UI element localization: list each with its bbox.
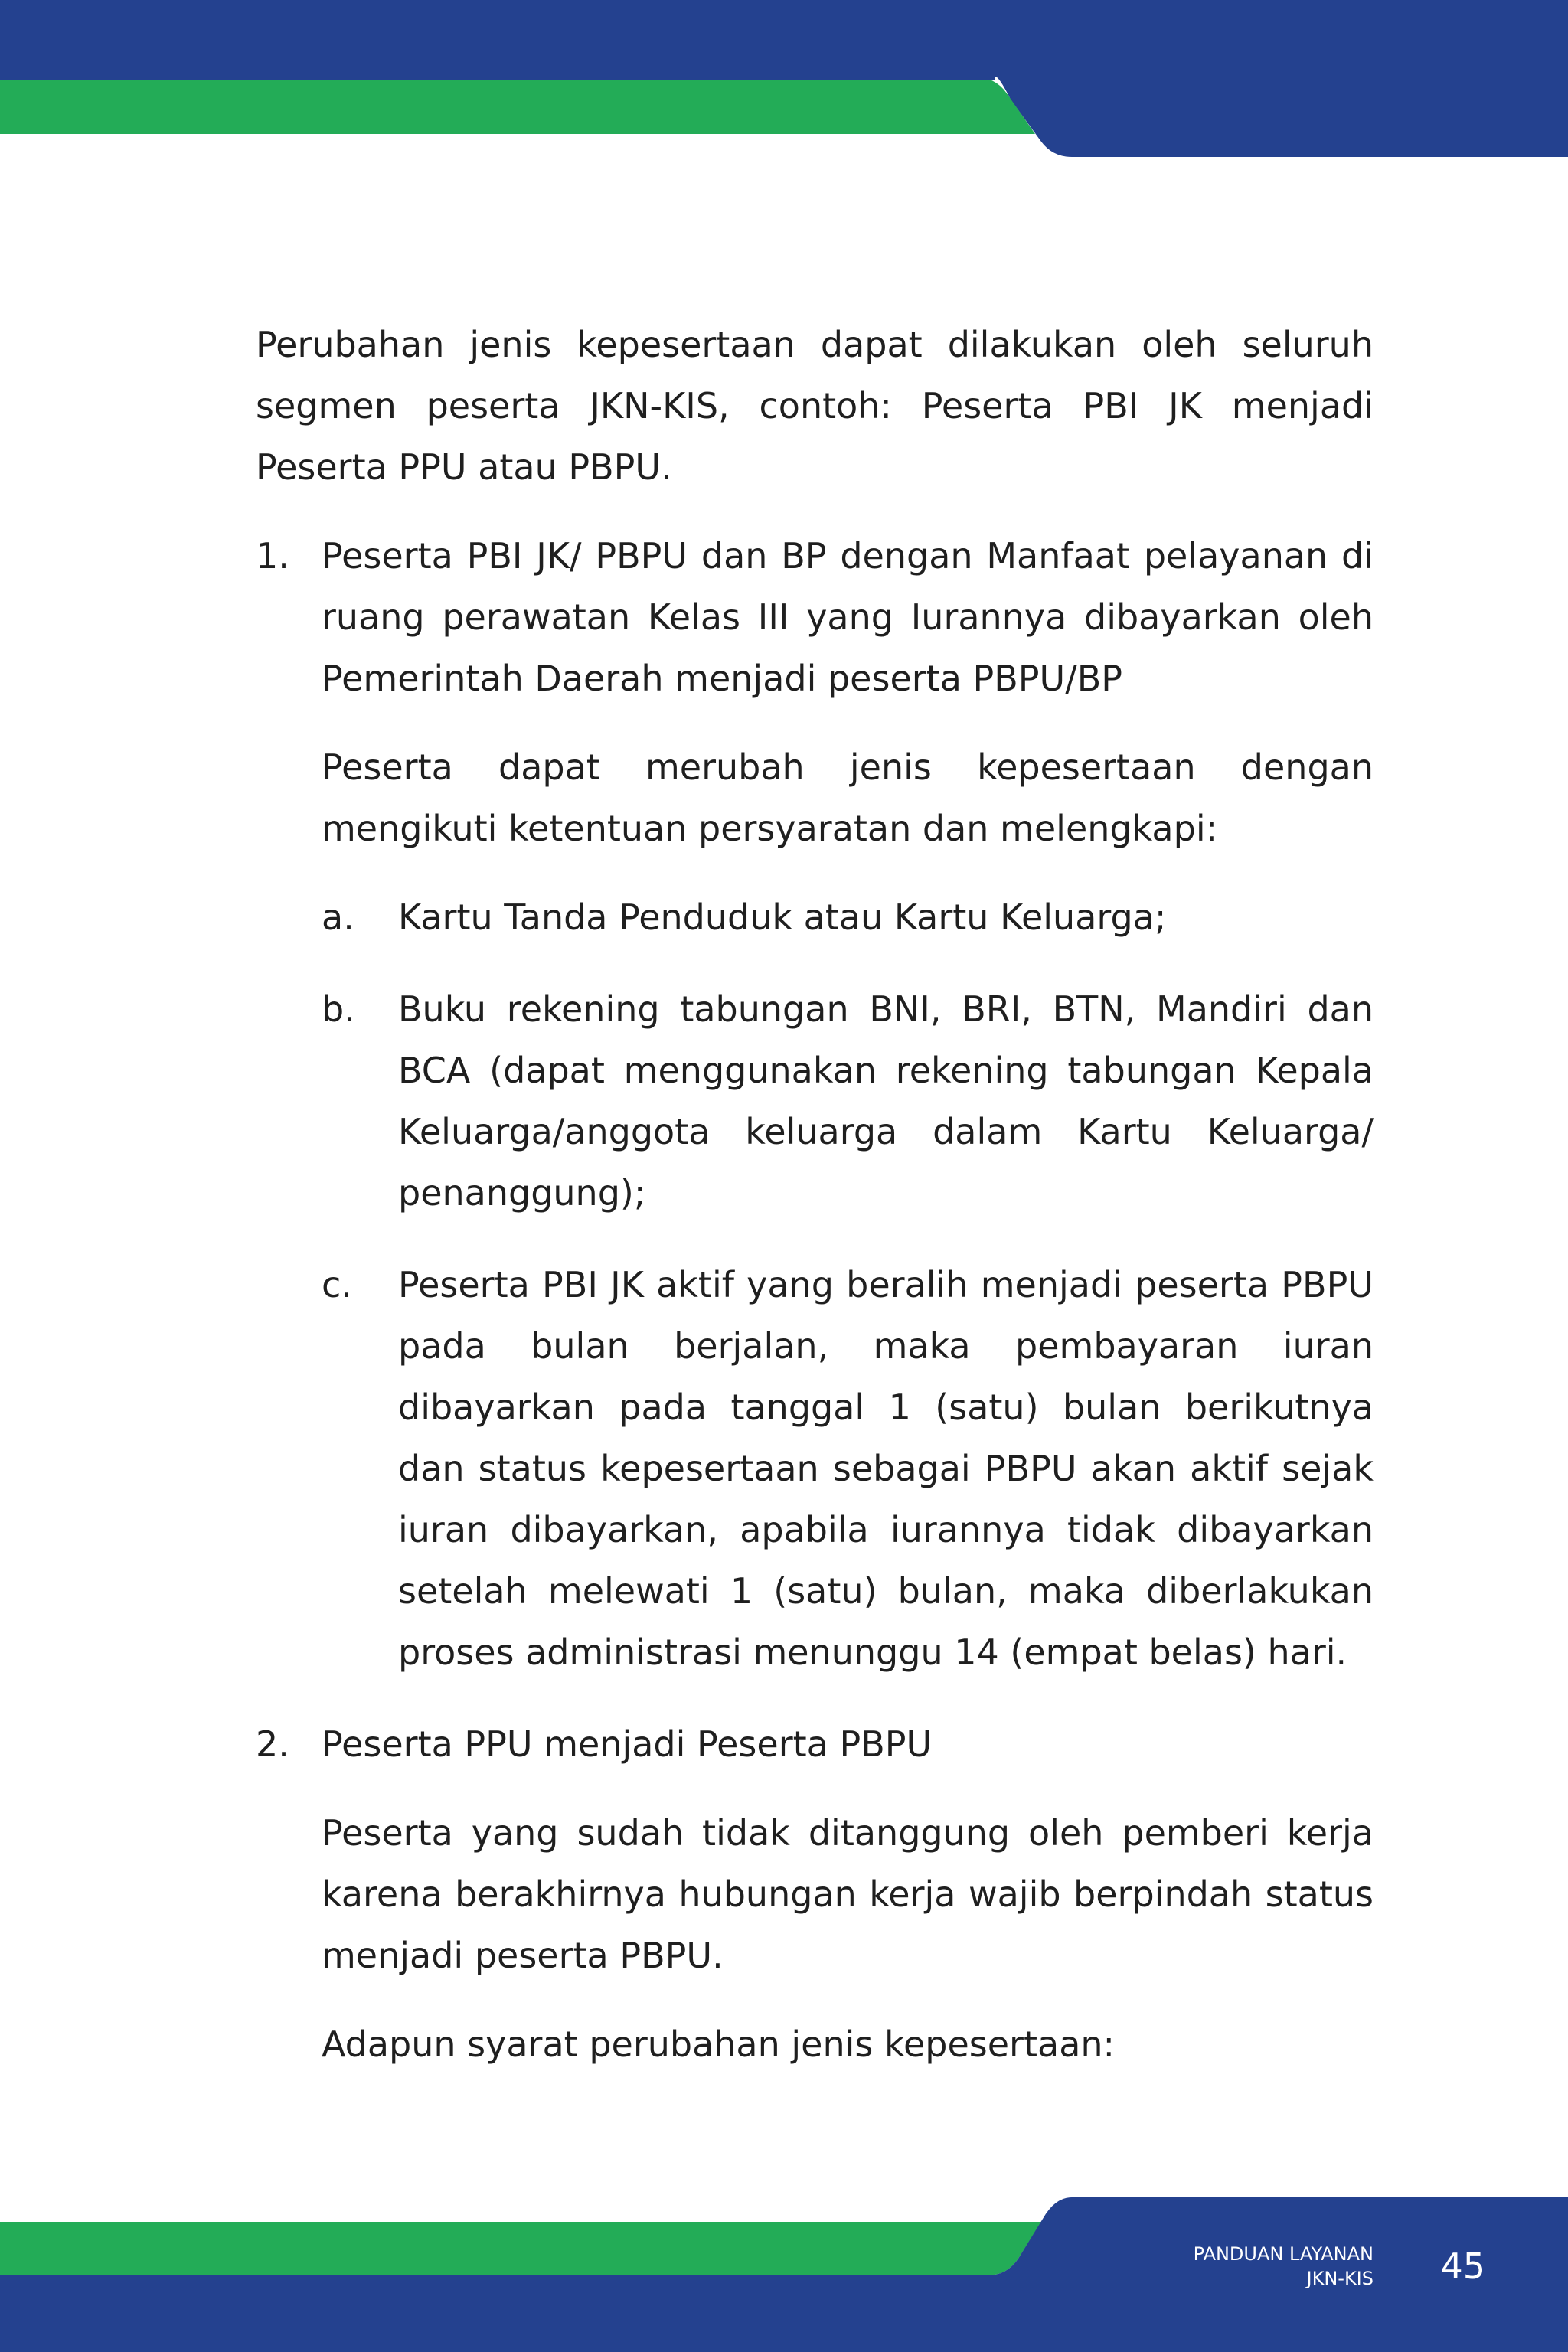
page-number: 45: [1440, 2246, 1485, 2287]
sub-item-letter: c.: [322, 1264, 352, 1305]
list-item-title: Peserta PPU menjadi Peserta PBPU: [322, 1723, 933, 1765]
list-item-paragraph: Peserta dapat merubah jenis kepesertaan dengan mengikuti ketentuan persyaratan dan melengkapi:: [322, 746, 1374, 849]
list-item-2: [256, 1713, 1374, 2075]
sub-item-b: [322, 978, 1374, 1223]
footer-title: [1194, 2242, 1374, 2291]
list-number: 1.: [256, 535, 289, 577]
sub-item-text: Peserta PBI JK aktif yang beralih menjadi peserta PBPU pada bulan berjalan, maka pembayaran iuran dibayarkan pada tanggal 1 (satu) bulan berikutnya dan status kepesertaan sebagai PBPU akan aktif sejak iuran dibayarkan, apabila iurannya tidak dibayarkan setelah melewati 1 (satu) bulan, maka diberlakukan proses administrasi menunggu 14 (empat belas) hari.: [398, 1264, 1374, 1673]
sub-item-text: Buku rekening tabungan BNI, BRI, BTN, Mandiri dan BCA (dapat menggunakan rekening tabungan Kepala Keluarga/anggota keluarga dalam Kartu Keluarga/ penanggung);: [398, 988, 1374, 1214]
header-band: [0, 0, 1568, 161]
intro-paragraph: Perubahan jenis kepesertaan dapat dilakukan oleh seluruh segmen peserta JKN-KIS, contoh: Peserta PBI JK menjadi Peserta PPU atau PBPU.: [256, 324, 1374, 488]
list-item-1: [256, 525, 1374, 1683]
footer-line-1: PANDUAN LAYANAN: [1193, 2243, 1374, 2265]
footer-line-2: JKN-KIS: [1306, 2268, 1374, 2289]
list-item-title: Peserta PBI JK/ PBPU dan BP dengan Manfaat pelayanan di ruang perawatan Kelas III yang Iurannya dibayarkan oleh Pemerintah Daerah menjadi peserta PBPU/BP: [322, 535, 1374, 699]
sub-item-text: Kartu Tanda Penduduk atau Kartu Keluarga;: [398, 897, 1167, 938]
sub-item-c: [322, 1254, 1374, 1683]
list-item-paragraph: Peserta yang sudah tidak ditanggung oleh pemberi kerja karena berakhirnya hubungan kerja wajib berpindah status menjadi peserta PBPU.: [322, 1812, 1374, 1976]
sub-item-a: [322, 887, 1374, 948]
page-content: [256, 314, 1374, 2102]
sub-item-letter: b.: [322, 988, 355, 1030]
list-number: 2.: [256, 1723, 289, 1765]
list-item-paragraph-2: Adapun syarat perubahan jenis kepesertaan:: [322, 2024, 1116, 2065]
sub-item-letter: a.: [322, 897, 354, 938]
